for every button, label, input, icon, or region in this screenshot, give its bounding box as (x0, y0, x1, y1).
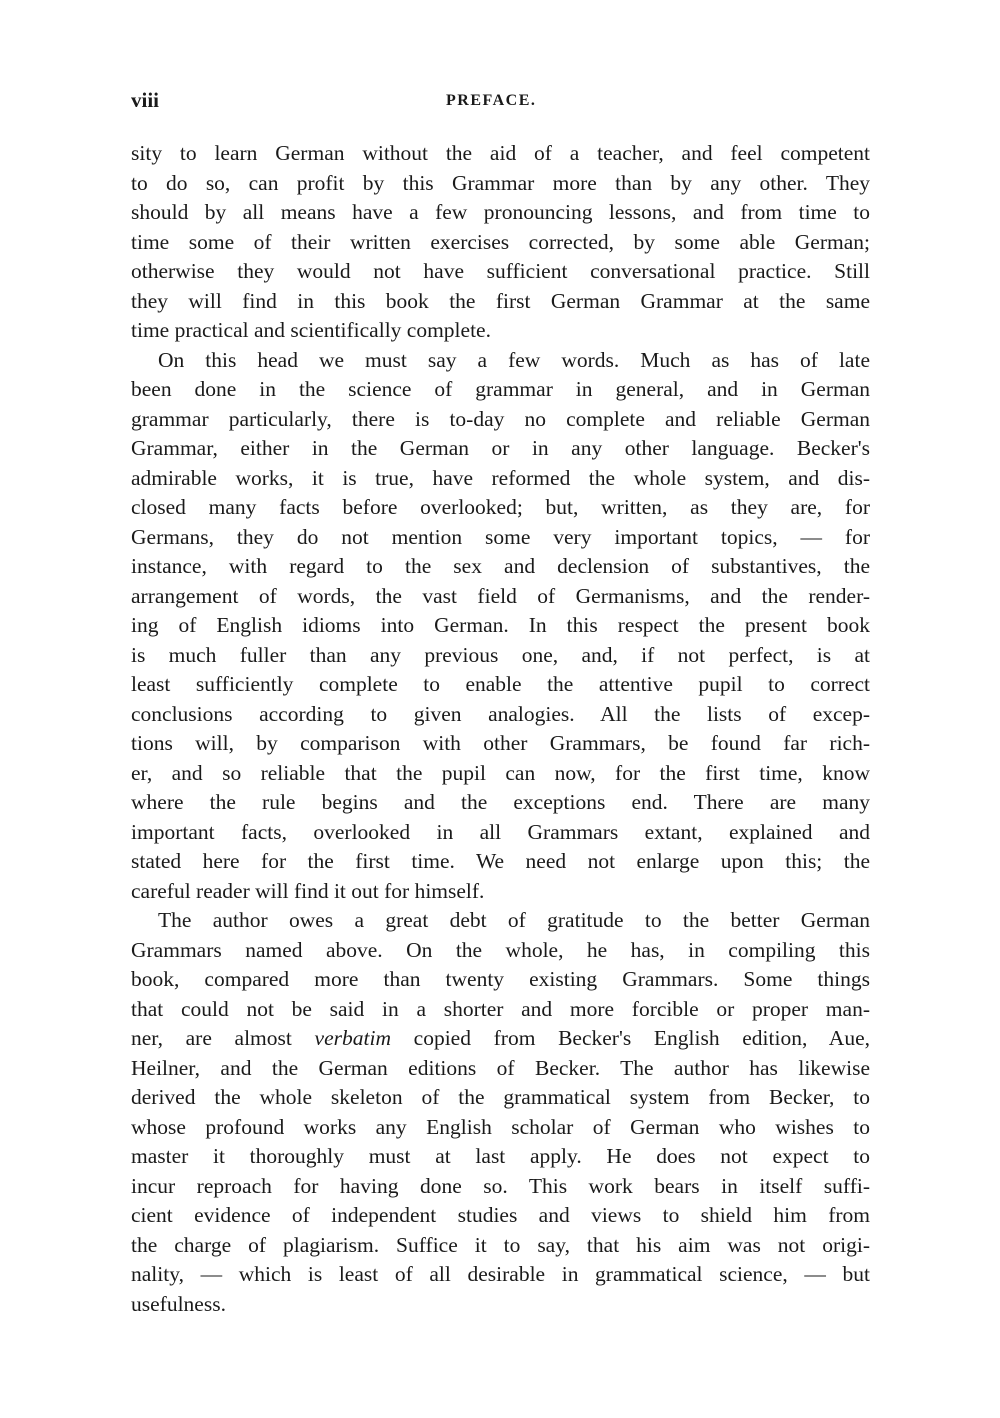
line-text: sity to learn German without the aid of a teacher, and feel competent (131, 141, 870, 165)
line-text: is much fuller than any previous one, and, if not perfect, is at (131, 642, 870, 667)
line-text: book, compared more than twenty existing Grammars. Some things (131, 967, 870, 991)
paragraph (131, 906, 870, 1319)
text-line (131, 729, 870, 759)
page-number: viii (131, 88, 160, 112)
line-text: tions will, by comparison with other Grammars, be found far rich- (131, 731, 870, 755)
text-line (131, 818, 870, 848)
text-line (131, 1231, 870, 1261)
text-line (131, 906, 870, 936)
paragraph (131, 346, 870, 907)
line-text: they will find in this book the first German Grammar at the same (131, 288, 870, 313)
line-text: usefulness. (131, 1291, 226, 1316)
text-line (131, 1201, 870, 1231)
text-line (131, 493, 870, 523)
line-text: time practical and scientifically complete. (131, 318, 491, 342)
line-text: important facts, overlooked in all Grammars extant, explained and (131, 819, 870, 844)
line-text: Grammar, either in the German or in any other language. Becker's (131, 436, 870, 460)
line-text: ing of English idioms into German. In this respect the present book (131, 613, 870, 637)
line-text: stated here for the first time. We need not enlarge upon this; the (131, 849, 870, 873)
text-line (131, 1260, 870, 1290)
text-line (131, 1113, 870, 1143)
text-line (131, 670, 870, 700)
line-text: derived the whole skeleton of the grammatical system from Becker, to (131, 1085, 870, 1109)
line-text: that could not be said in a shorter and more forcible or proper man- (131, 996, 870, 1021)
text-line (131, 965, 870, 995)
text-line (131, 169, 870, 199)
text-line (131, 257, 870, 287)
line-text: incur reproach for having done so. This work bears in itself suffi- (131, 1173, 870, 1198)
text-line (131, 877, 870, 907)
text-line (131, 375, 870, 405)
line-text: whose profound works any English scholar of German who wishes to (131, 1114, 870, 1139)
text-line (131, 287, 870, 317)
text-line (131, 1083, 870, 1113)
text-line (131, 582, 870, 612)
text-line (131, 700, 870, 730)
line-text: been done in the science of grammar in general, and in German (131, 377, 870, 401)
text-line (131, 552, 870, 582)
line-text: to do so, can profit by this Grammar more than by any other. They (131, 170, 870, 195)
text-line (131, 1054, 870, 1084)
line-text: should by all means have a few pronouncing lessons, and from time to (131, 200, 870, 224)
text-line (131, 788, 870, 818)
line-text: where the rule begins and the exceptions end. There are many (131, 790, 870, 814)
text-line (131, 464, 870, 494)
line-text: the charge of plagiarism. Suffice it to say, that his aim was not origi- (131, 1232, 870, 1257)
text-line (131, 139, 870, 169)
line-text: arrangement of words, the vast field of Germanisms, and the render- (131, 583, 870, 608)
text-line (131, 1142, 870, 1172)
line-text: closed many facts before overlooked; but, written, as they are, for (131, 495, 870, 519)
text-line (131, 611, 870, 641)
italic-word: verbatim (314, 1026, 391, 1050)
line-text: The author owes a great debt of gratitude to the better German (158, 908, 870, 932)
text-line (131, 1024, 870, 1054)
text-line (131, 1290, 870, 1320)
line-text: least sufficiently complete to enable the attentive pupil to correct (131, 672, 870, 696)
text-line (131, 641, 870, 671)
text-line (131, 847, 870, 877)
text-line (131, 405, 870, 435)
text-line (131, 228, 870, 258)
line-text: master it thoroughly must at last apply. He does not expect to (131, 1144, 870, 1168)
text-line (131, 316, 870, 346)
line-text: Heilner, and the German editions of Becker. The author has likewise (131, 1055, 870, 1080)
line-text (131, 1026, 870, 1050)
body-text (131, 139, 870, 1319)
text-line (131, 523, 870, 553)
text-line (131, 198, 870, 228)
line-text: On this head we must say a few words. Much as has of late (158, 347, 870, 372)
line-text: nality, — which is least of all desirable in grammatical science, — but (131, 1262, 870, 1286)
running-title: PREFACE. (446, 92, 537, 109)
line-text: time some of their written exercises corrected, by some able German; (131, 229, 870, 254)
text-line (131, 434, 870, 464)
text-line (131, 936, 870, 966)
line-text: cient evidence of independent studies and views to shield him from (131, 1203, 870, 1227)
line-fragment: ner, are almost (131, 1026, 315, 1050)
line-text: careful reader will find it out for himself. (131, 878, 485, 903)
line-text: instance, with regard to the sex and declension of substantives, the (131, 554, 870, 578)
text-line (131, 1172, 870, 1202)
line-text: admirable works, it is true, have reformed the whole system, and dis- (131, 465, 870, 490)
text-line (131, 759, 870, 789)
text-line (131, 346, 870, 376)
text-line (131, 995, 870, 1025)
line-text: Germans, they do not mention some very important topics, — for (131, 524, 870, 549)
paragraph (131, 139, 870, 346)
line-text: Grammars named above. On the whole, he has, in compiling this (131, 937, 870, 962)
line-text: er, and so reliable that the pupil can now, for the first time, know (131, 760, 870, 785)
line-text: otherwise they would not have sufficient conversational practice. Still (131, 259, 870, 283)
line-text: grammar particularly, there is to-day no complete and reliable German (131, 406, 870, 431)
line-text: conclusions according to given analogies. All the lists of excep- (131, 701, 870, 726)
line-fragment: copied from Becker's English edition, Aue, (390, 1026, 870, 1050)
